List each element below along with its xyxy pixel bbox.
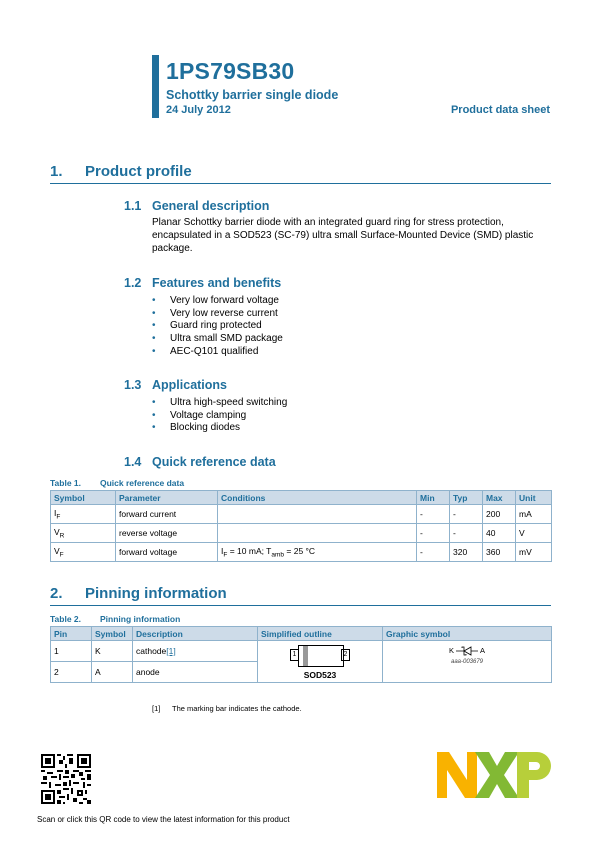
table-label: Table 2. — [50, 614, 82, 624]
subsection-title: General description — [152, 199, 270, 213]
list-item: • Guard ring protected — [152, 320, 283, 333]
condition-subscript: amb — [271, 551, 285, 559]
table-header-row — [51, 627, 552, 641]
typ-cell: - — [450, 524, 483, 543]
subsection-title: Quick reference data — [152, 455, 276, 469]
column-header: Min — [417, 491, 450, 505]
conditions-cell — [218, 524, 417, 543]
package-body — [298, 645, 344, 667]
parameter-cell: reverse voltage — [116, 524, 218, 543]
sod523-outline-drawing — [290, 644, 350, 666]
description-text: cathode — [136, 646, 167, 656]
anode-label: A — [480, 646, 486, 655]
column-header: Description — [133, 627, 258, 641]
table-header-row — [51, 491, 552, 505]
pinning-table — [50, 626, 552, 683]
list-item: • Very low forward voltage — [152, 295, 283, 308]
min-cell: - — [417, 543, 450, 562]
section-title: Pinning information — [85, 585, 227, 602]
symbol-text: V — [54, 545, 60, 556]
footnote-text: The marking bar indicates the cathode. — [172, 704, 302, 713]
conditions-cell — [218, 543, 417, 562]
subsection-number: 1.4 — [124, 455, 142, 469]
parameter-cell: forward voltage — [116, 543, 218, 562]
table-caption-text: Pinning information — [100, 614, 181, 624]
nxp-logo — [437, 752, 551, 798]
page-subtitle: Schottky barrier single diode — [166, 88, 339, 102]
title-bar — [152, 55, 159, 118]
qr-code-caption[interactable]: Scan or click this QR code to view the latest information for this product — [37, 815, 290, 824]
section-1-3-heading — [124, 378, 227, 392]
pin-cell: 1 — [51, 641, 92, 662]
list-item: • Voltage clamping — [152, 410, 287, 423]
unit-cell: V — [516, 524, 552, 543]
column-header: Symbol — [92, 627, 133, 641]
table-row — [51, 505, 552, 524]
section-1-2-heading — [124, 276, 281, 290]
section-1-1-heading — [124, 199, 269, 213]
section-number: 2. — [50, 585, 63, 602]
table-label: Table 1. — [50, 478, 82, 488]
table-1-caption — [50, 478, 184, 488]
conditions-cell — [218, 505, 417, 524]
subsection-number: 1.2 — [124, 276, 142, 290]
condition-part: = 10 mA; T — [227, 545, 272, 556]
schottky-diode-icon — [456, 646, 478, 656]
section-rule — [50, 183, 551, 184]
condition-part: I — [221, 545, 224, 556]
symbol-cell — [51, 543, 116, 562]
symbol-text: I — [54, 507, 57, 518]
list-item: • Very low reverse current — [152, 308, 283, 321]
list-item: • AEC-Q101 qualified — [152, 346, 283, 359]
document-date: 24 July 2012 — [166, 104, 231, 116]
package-name: SOD523 — [303, 670, 337, 680]
table-2-caption — [50, 614, 180, 624]
outline-pin-1-label: 1 — [290, 649, 299, 661]
page-title: 1PS79SB30 — [166, 58, 295, 84]
symbol-subscript: F — [56, 513, 61, 521]
subsection-title: Applications — [152, 378, 228, 392]
column-header: Simplified outline — [258, 627, 383, 641]
document-type: Product data sheet — [450, 104, 550, 116]
section-number: 1. — [50, 163, 63, 180]
list-item: • Ultra small SMD package — [152, 333, 283, 346]
description-cell: anode — [133, 662, 258, 683]
drawing-code: aaa-003679 — [450, 658, 484, 665]
column-header: Max — [483, 491, 516, 505]
typ-cell: - — [450, 505, 483, 524]
subsection-title: Features and benefits — [152, 276, 282, 290]
table-caption-text: Quick reference data — [100, 478, 185, 488]
section-2-heading — [50, 585, 227, 602]
pin-cell: 2 — [51, 662, 92, 683]
general-description: Planar Schottky barrier diode with an integrated guard ring for stress protection, encapsulated in a SOD523 (SC-79) ultra small Surface-Mounted Device (SMD) plastic package. — [152, 217, 534, 254]
list-item: • Ultra high-speed switching — [152, 397, 287, 410]
table-footnote — [152, 704, 302, 713]
symbol-cell — [51, 524, 116, 543]
max-cell: 360 — [483, 543, 516, 562]
column-header: Symbol — [51, 491, 116, 505]
symbol-text: V — [54, 526, 60, 537]
footnote-ref: [1] — [152, 704, 161, 713]
list-item: • Blocking diodes — [152, 422, 287, 435]
min-cell: - — [417, 505, 450, 524]
max-cell: 200 — [483, 505, 516, 524]
typ-cell: 320 — [450, 543, 483, 562]
column-header: Parameter — [116, 491, 218, 505]
symbol-subscript: F — [59, 551, 64, 559]
outline-pin-2-label: 2 — [341, 649, 350, 661]
quick-reference-table — [50, 490, 552, 562]
unit-cell: mA — [516, 505, 552, 524]
condition-subscript: F — [223, 551, 228, 559]
symbol-cell — [51, 505, 116, 524]
symbol-cell: A — [92, 662, 133, 683]
table-row — [51, 641, 552, 662]
min-cell: - — [417, 524, 450, 543]
features-list — [152, 295, 283, 359]
footnote-link[interactable]: [1] — [166, 646, 176, 656]
unit-cell: mV — [516, 543, 552, 562]
column-header: Pin — [51, 627, 92, 641]
section-1-heading — [50, 163, 192, 180]
cathode-label: K — [448, 646, 454, 655]
subsection-number: 1.1 — [124, 199, 142, 213]
section-1-4-heading — [124, 455, 276, 469]
qr-code-icon[interactable] — [41, 754, 91, 804]
diode-symbol — [449, 646, 485, 656]
table-row — [51, 543, 552, 562]
section-rule — [50, 605, 551, 606]
column-header: Conditions — [218, 491, 417, 505]
cathode-marking-bar — [303, 646, 308, 666]
parameter-cell: forward current — [116, 505, 218, 524]
subsection-number: 1.3 — [124, 378, 142, 392]
simplified-outline-cell — [258, 641, 383, 683]
column-header: Typ — [450, 491, 483, 505]
max-cell: 40 — [483, 524, 516, 543]
graphic-symbol-cell — [383, 641, 552, 683]
table-row — [51, 524, 552, 543]
column-header: Unit — [516, 491, 552, 505]
section-title: Product profile — [85, 163, 192, 180]
condition-part: = 25 °C — [284, 545, 316, 556]
description-cell — [133, 641, 258, 662]
applications-list — [152, 397, 287, 435]
column-header: Graphic symbol — [383, 627, 552, 641]
symbol-subscript: R — [59, 532, 65, 540]
symbol-cell: K — [92, 641, 133, 662]
